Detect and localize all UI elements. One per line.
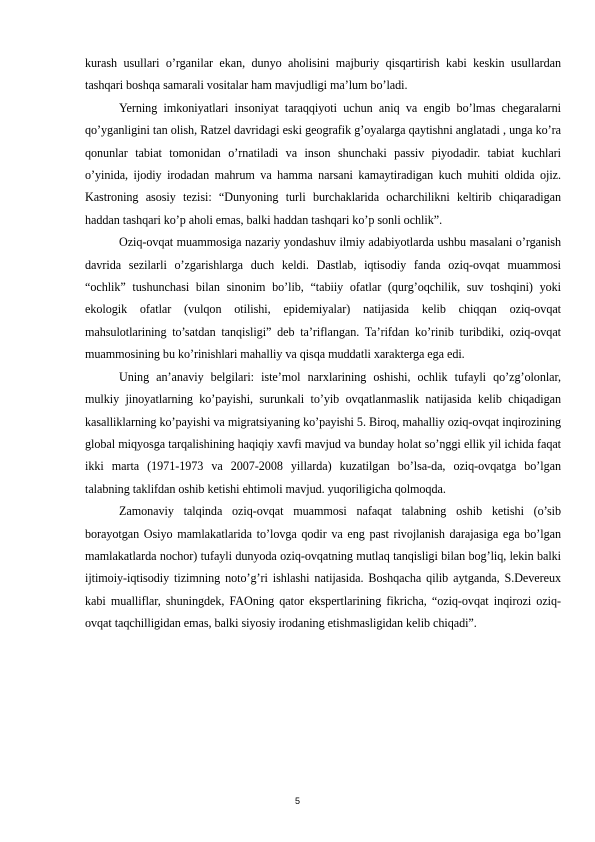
paragraph-modern-interpretation: Zamonaviy talqinda oziq-ovqat muammosi nafaqat talabning oshib ketishi (o’sib borayotgan Osiyo mamlakatlarida to’lovga qodir va eng past rivojlanish darajasiga ega bo’lgan mamlakatlarda nochor) tufayli dunyoda oziq-ovqatning mutlaq tanqisligi bilan bog’liq, lekin balki ijtimoiy-iqtisodiy tizimning noto’g’ri ishlashi natijasida. Boshqacha qilib aytganda, S.Devereux kabi mualliflar, shuningdek, FAOning qator ekspertlarining fikricha, “oziq-ovqat inqirozi oziq-ovqat taqchilligidan emas, balki siyosiy irodaning etishmasligidan kelib chiqadi”. [85,504,561,631]
paragraph-theoretical-approach: Oziq-ovqat muammosiga nazariy yondashuv ilmiy adabiyotlarda ushbu masalani o’rganish davrida sezilarli o’zgarishlarga duch keldi. Dastlab, iqtisodiy fanda oziq-ovqat muammosi “ochlik” tushunchasi bilan sinonim bo’lib, “tabiiy ofatlar (qurg’oqchilik, suv toshqini) yoki ekologik ofatlar (vulqon otilishi, epidemiyalar) natijasida kelib chiqqan oziq-ovqat mahsulotlarining to’satdan tanqisligi” deb ta’riflangan. Ta’rifdan ko’rinib turibdiki, oziq-ovqat muammosining bu ko’rinishlari mahalliy va qisqa muddatli xarakterga ega edi. [85,235,561,362]
paragraph-continuation: kurash usullari o’rganilar ekan, dunyo aholisini majburiy qisqartirish kabi keskin usullardan tashqari boshqa samarali vositalar ham mavjudligi ma’lum bo’ladi. [85,56,561,93]
paragraph-traditional-signs: Uning an’anaviy belgilari: iste’mol narxlarining oshishi, ochlik tufayli qo’zg’olonlar, mulkiy jinoyatlarning ko’payishi, surunkali to’yib ovqatlanmaslik natijasida kelib chiqadigan kasalliklarning ko’payishi va migratsiyaning ko’payishi 5. Biroq, mahalliy oziq-ovqat inqirozining global miqyosga tarqalishining haqiqiy xavfi mavjud va bunday holat so’nggi ellik yil ichida faqat ikki marta (1971-1973 va 2007-2008 yillarda) kuzatilgan bo’lsa-da, oziq-ovqatga bo’lgan talabning taklifdan oshib ketishi ehtimoli mavjud. yuqoriligicha qolmoqda. [85,369,561,496]
paragraph-earth-limits: Yerning imkoniyatlari insoniyat taraqqiyoti uchun aniq va engib bo’lmas chegaralarni qo’yganligini tan olish, Ratzel davridagi eski geografik g’oyalarga qaytishni anglatadi , unga ko’ra qonunlar tabiat tomonidan o’rnatiladi va inson shunchaki passiv piyodadir. tabiat kuchlari o’yinida, ijodiy irodadan mahrum va hamma narsani kamaytiradigan kuch muhiti oldida ojiz. Kastroning asosiy tezisi: “Dunyoning turli burchaklarida ocharchilikni keltirib chiqaradigan haddan tashqari ko’p aholi emas, balki haddan tashqari ko’p sonli ochlik”. [85,100,561,227]
page-number: 5 [294,796,300,806]
document-body [85,52,561,635]
